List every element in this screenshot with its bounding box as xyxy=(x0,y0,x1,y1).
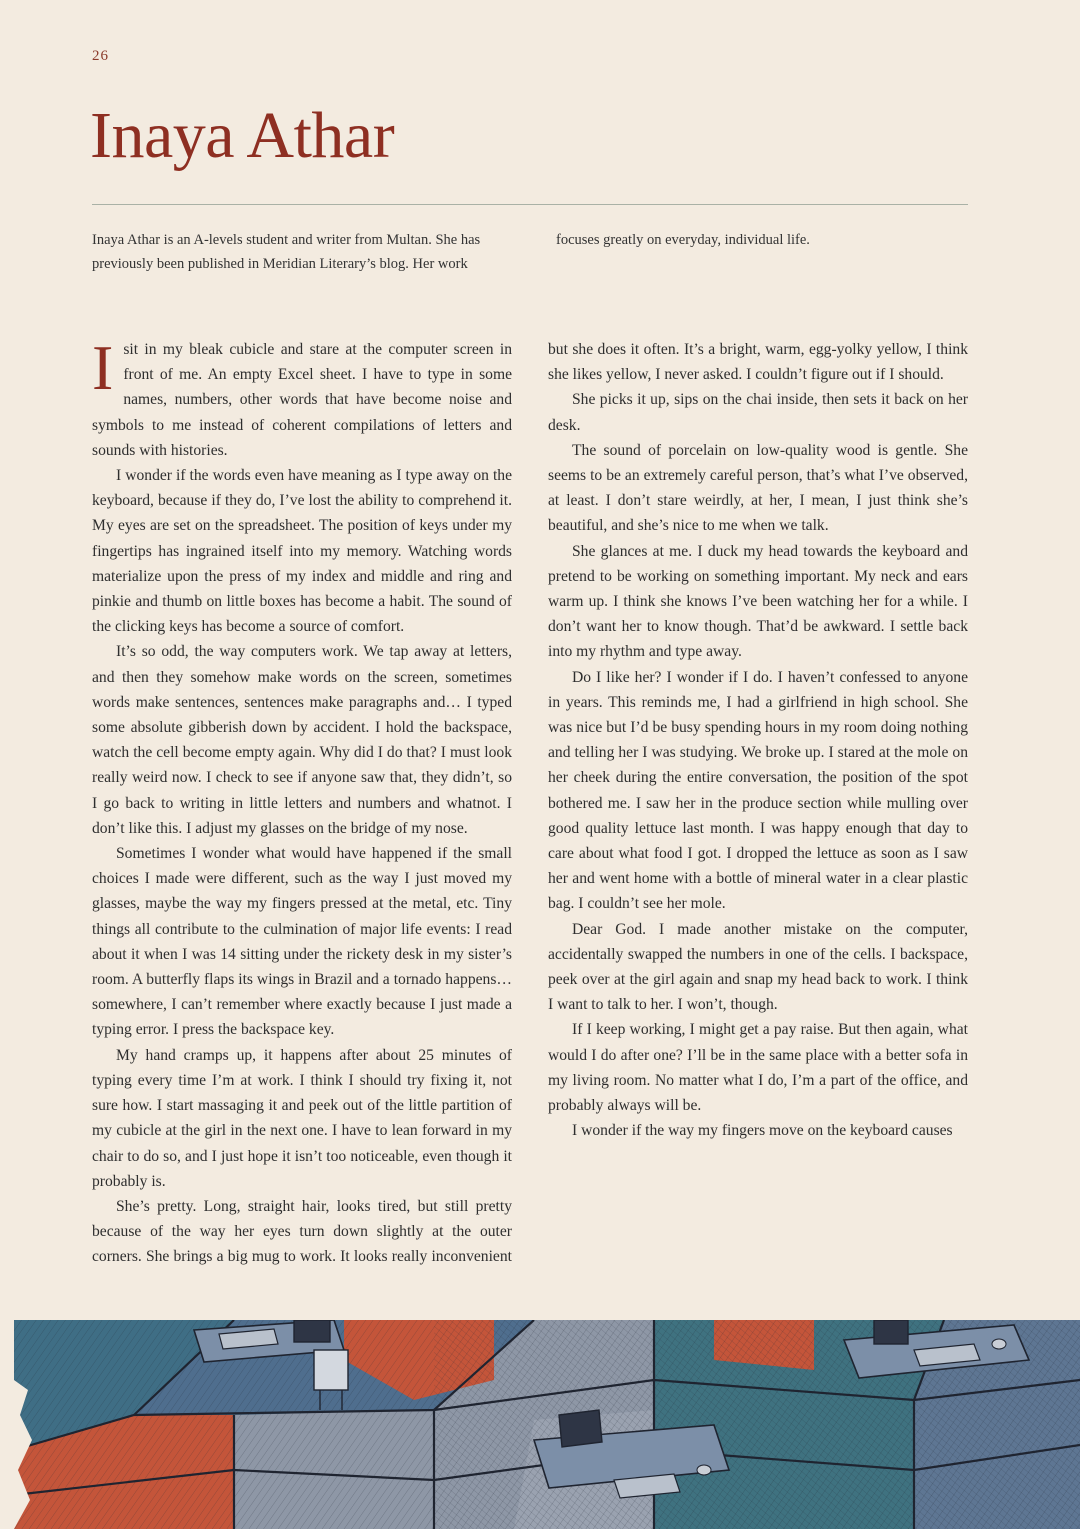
story-paragraph: I wonder if the words even have meaning as I type away on the keyboard, because if they do, I’ve lost the ability to comprehend it. My eyes are set on the spreadsheet. The position of keys under my fingertips has ingrained itself into my memory. Watching words materialize upon the press of my index and middle and ring and pinkie and thumb on little boxes has become a habit. The sound of the clicking keys has become a source of comfort. xyxy=(92,467,512,636)
cubicle-illustration-art xyxy=(14,1320,1080,1529)
author-bio xyxy=(92,228,968,276)
author-bio-text: Inaya Athar is an A-levels student and writer from Multan. She has previously been published in Meridian Literary’s blog. Her work focuses greatly on everyday, individual life. xyxy=(92,232,810,272)
story-paragraph: Dear God. I made another mistake on the computer, accidentally swapped the numbers in one of the cells. I backspace, peek over at the girl again and snap my head back to work. I think I want to talk to her. I won’t, though. xyxy=(548,920,968,1014)
story-paragraph: The sound of porcelain on low-quality wood is gentle. She seems to be an extremely careful person, that’s what I’ve observed, at least. I don’t stare weirdly, at her, I mean, I just think she’s beautiful, and she’s nice to me when we talk. xyxy=(548,441,968,535)
story-paragraph xyxy=(92,332,512,463)
cubicle-illustration xyxy=(14,1320,1080,1529)
story-paragraph: I wonder if the way my fingers move on the keyboard causes xyxy=(572,1122,953,1140)
story-paragraph: She glances at me. I duck my head towards the keyboard and pretend to be working on something important. My neck and ears warm up. I think she knows I’ve been watching her for a while. I don’t want her to know though. That’d be awkward. I settle back into my rhythm and type away. xyxy=(548,542,968,661)
page-number: 26 xyxy=(92,48,109,64)
drop-cap: I xyxy=(92,332,114,403)
author-title: Inaya Athar xyxy=(90,99,395,172)
story-paragraph: Do I like her? I wonder if I do. I haven’t confessed to anyone in years. This reminds me, I had a girlfriend in high school. She was nice but I’d be busy spending hours in my room doing nothing and telling her I was studying. We broke up. I stared at the mole on her cheek during the entire conversation, the position of the spot bothered me. I saw her in the produce section while mulling over good quality lettuce last month. I was happy enough that day to care about what food I got. I dropped the lettuce as soon as I saw her and went home with a bottle of mineral water in a clear plastic bag. I couldn’t see her mole. xyxy=(548,668,968,913)
story-paragraph: My hand cramps up, it happens after about 25 minutes of typing every time I’m at work. I think I should try fixing it, not sure how. I start massaging it and peek out of the little partition of my cubicle at the girl in the next one. I have to lean forward in my chair to do so, and I just hope it isn’t too noticeable, even though it probably is. xyxy=(92,1046,512,1190)
story-body xyxy=(92,332,968,1272)
story-paragraph: She picks it up, sips on the chai inside, then sets it back on her desk. xyxy=(548,391,968,434)
story-paragraph: Sometimes I wonder what would have happened if the small choices I made were different, such as the way I just moved my glasses, maybe the way my fingers pressed at the metal, etc. Tiny things all contribute to the culmination of major life events: I read about it when I was 14 sitting under the rickety desk in my sister’s room. A butterfly flaps its wings in Brazil and a tornado happens… somewhere, I can’t remember where exactly because I just made a typing error. I press the backspace key. xyxy=(92,845,512,1039)
title-divider xyxy=(92,204,968,205)
first-paragraph-text: sit in my bleak cubicle and stare at the computer screen in front of me. An empty Excel sheet. I have to type in some names, numbers, other words that have become noise and symbols to me instead of coherent compilations of letters and sounds with histories. xyxy=(92,341,512,459)
story-paragraph: She’s pretty. Long, straight hair, looks tired, but still pretty because of the way her eyes turn down slightly at the outer corners. She brings a big mug to work. It looks really inconvenient but she does it often. It’s a bright, warm, egg-yolky yellow, I think she likes yellow, I never asked. I couldn’t figure out if I should. xyxy=(92,341,968,1266)
story-paragraph: If I keep working, I might get a pay raise. But then again, what would I do after one? I’ll be in the same place with a better sofa in my living room. No matter what I do, I’m a part of the office, and probably always will be. xyxy=(548,1021,968,1115)
story-paragraph: It’s so odd, the way computers work. We tap away at letters, and then they somehow make words on the screen, sometimes words make sentences, sentences make paragraphs and… I typed some absolute gibberish down by accident. I hold the backspace, watch the cell become empty again. Why did I do that? I must look really weird now. I check to see if anyone saw that, they didn’t, so I go back to writing in little letters and numbers and whatnot. I don’t like this. I adjust my glasses on the bridge of my nose. xyxy=(92,643,512,837)
